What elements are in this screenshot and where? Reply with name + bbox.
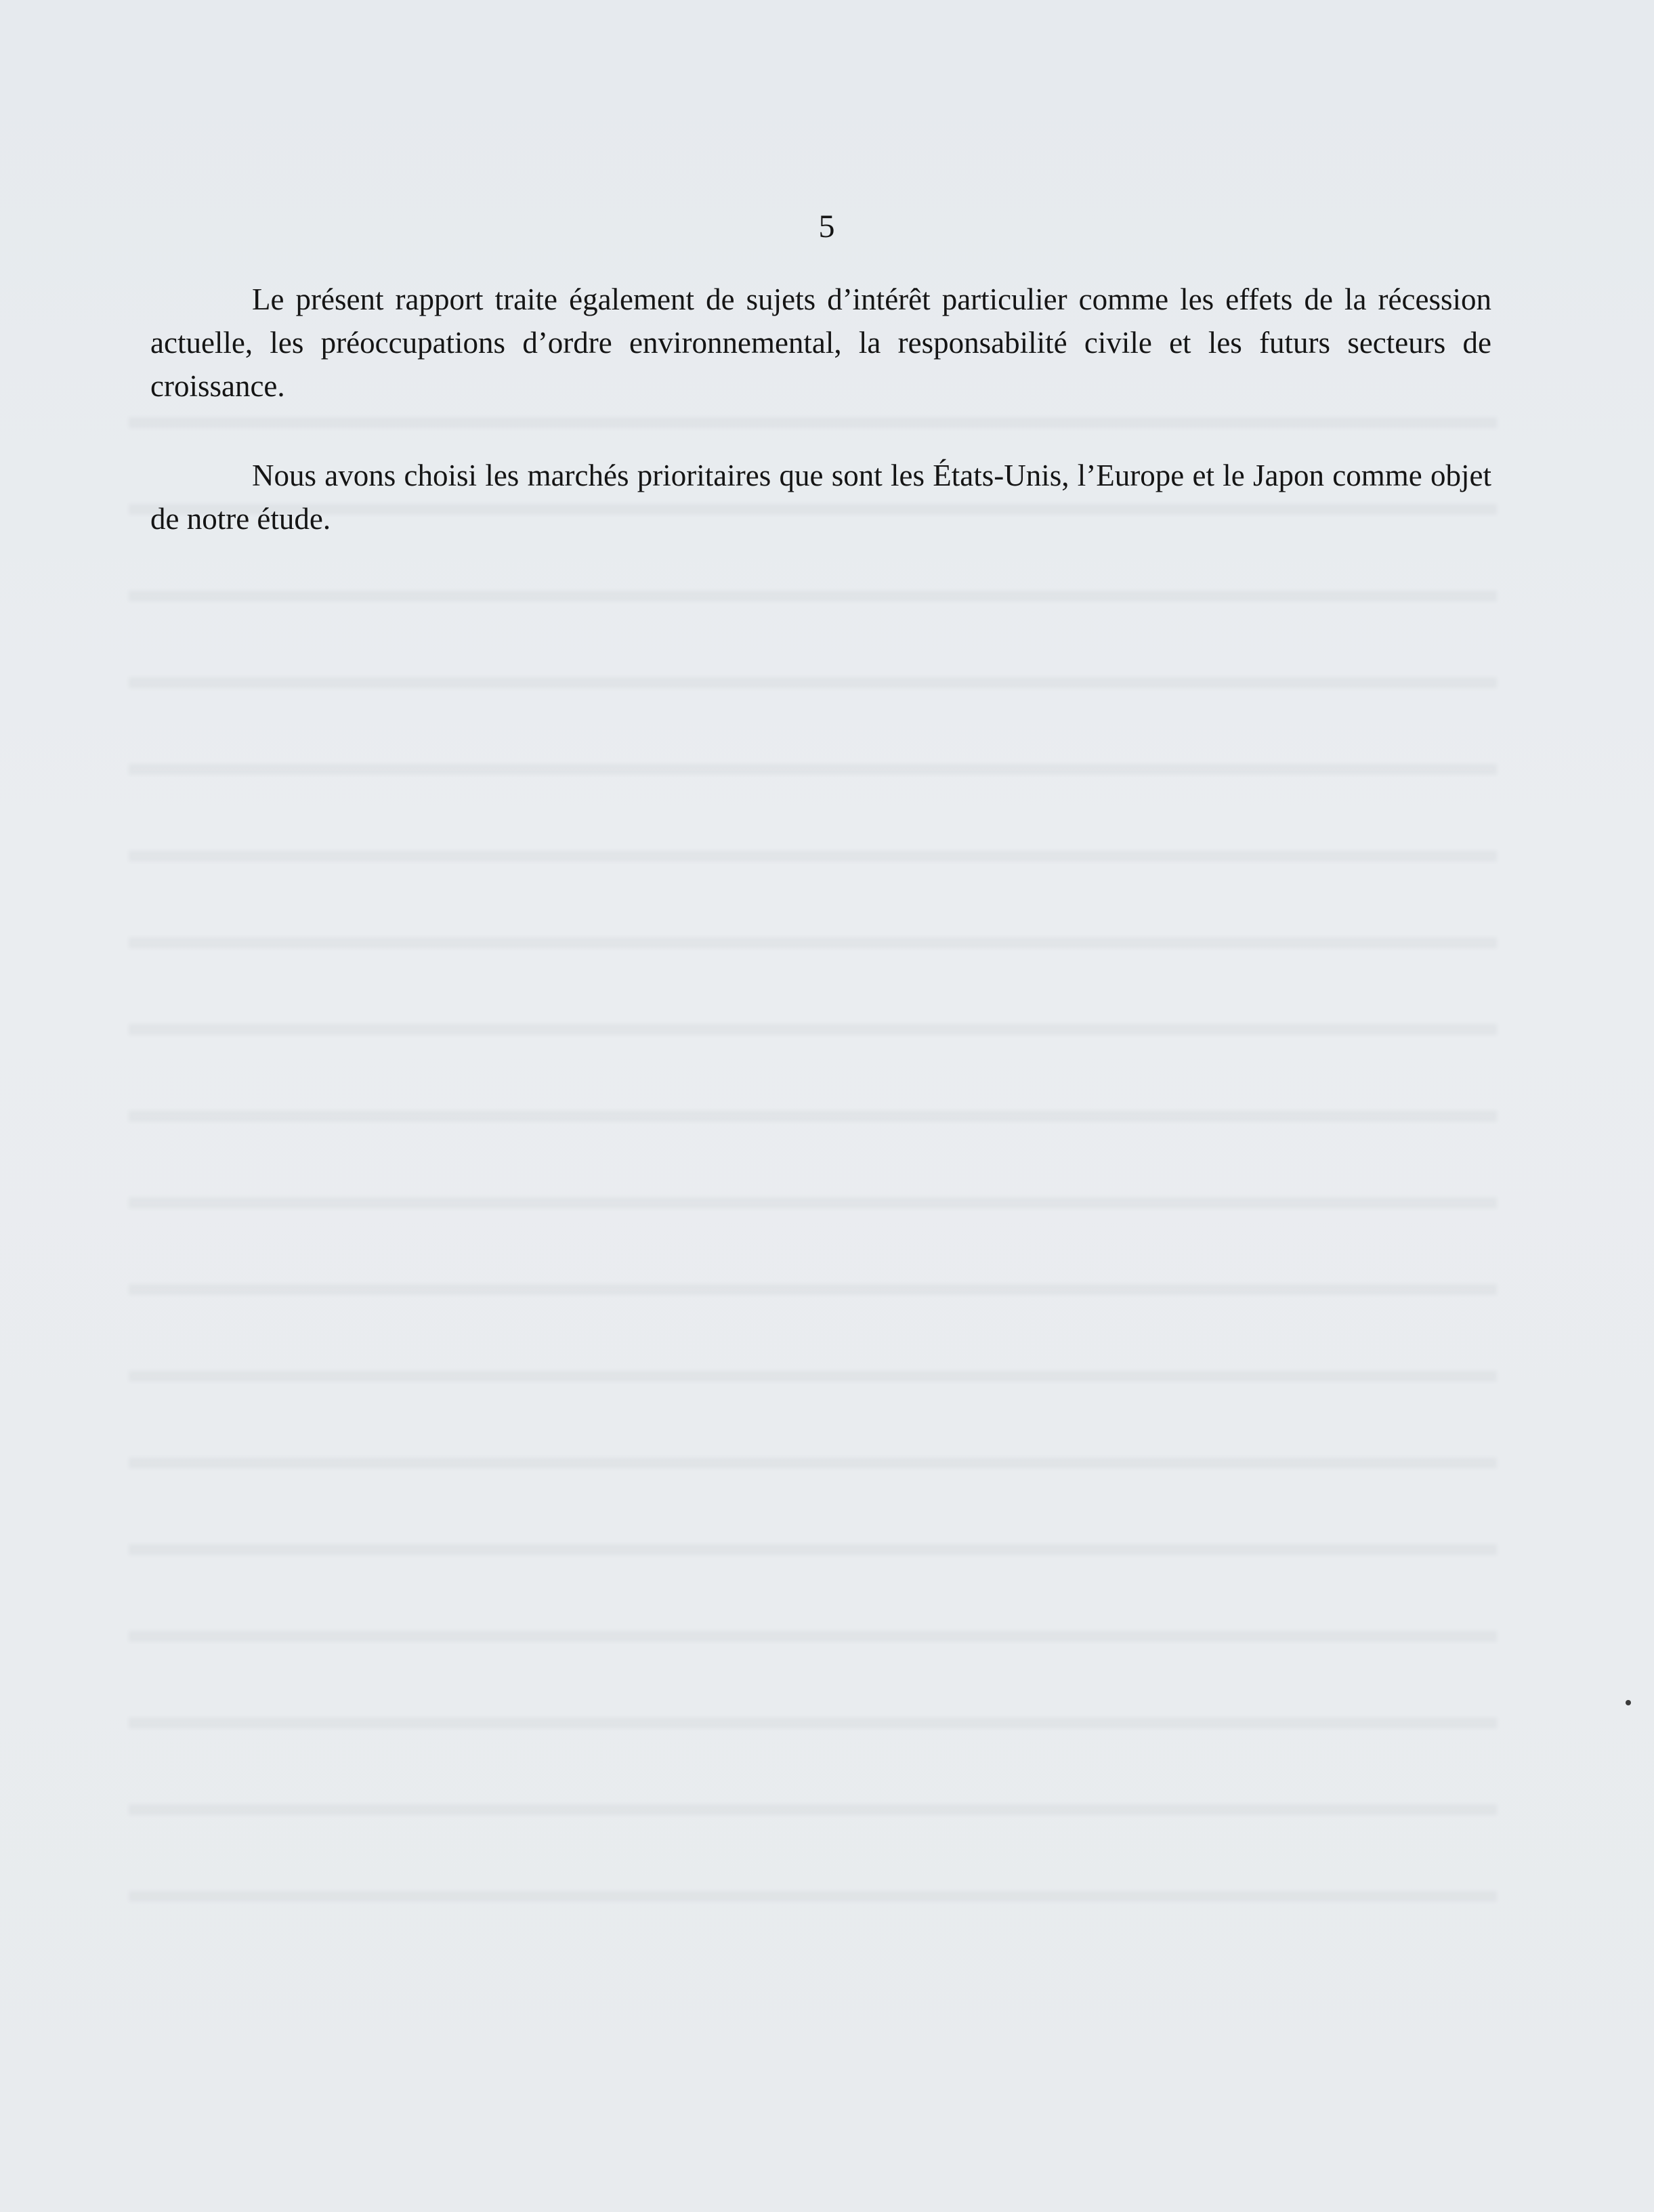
page-number: 5: [818, 209, 836, 244]
paper-speck: [1626, 1700, 1631, 1705]
paragraph-1: Le présent rapport traite également de sujets d’intérêt particulier comme les effets de la récession actuelle, les préoccupations d’ordre environnemental, la responsabilité civile et les futurs secteurs de croissance.: [150, 282, 1491, 403]
paragraph-2: Nous avons choisi les marchés prioritaires que sont les États-Unis, l’Europe et le Japon comme objet de notre étude.: [150, 459, 1491, 536]
show-through-texture: [129, 352, 1497, 1978]
body-text: [150, 278, 1491, 587]
